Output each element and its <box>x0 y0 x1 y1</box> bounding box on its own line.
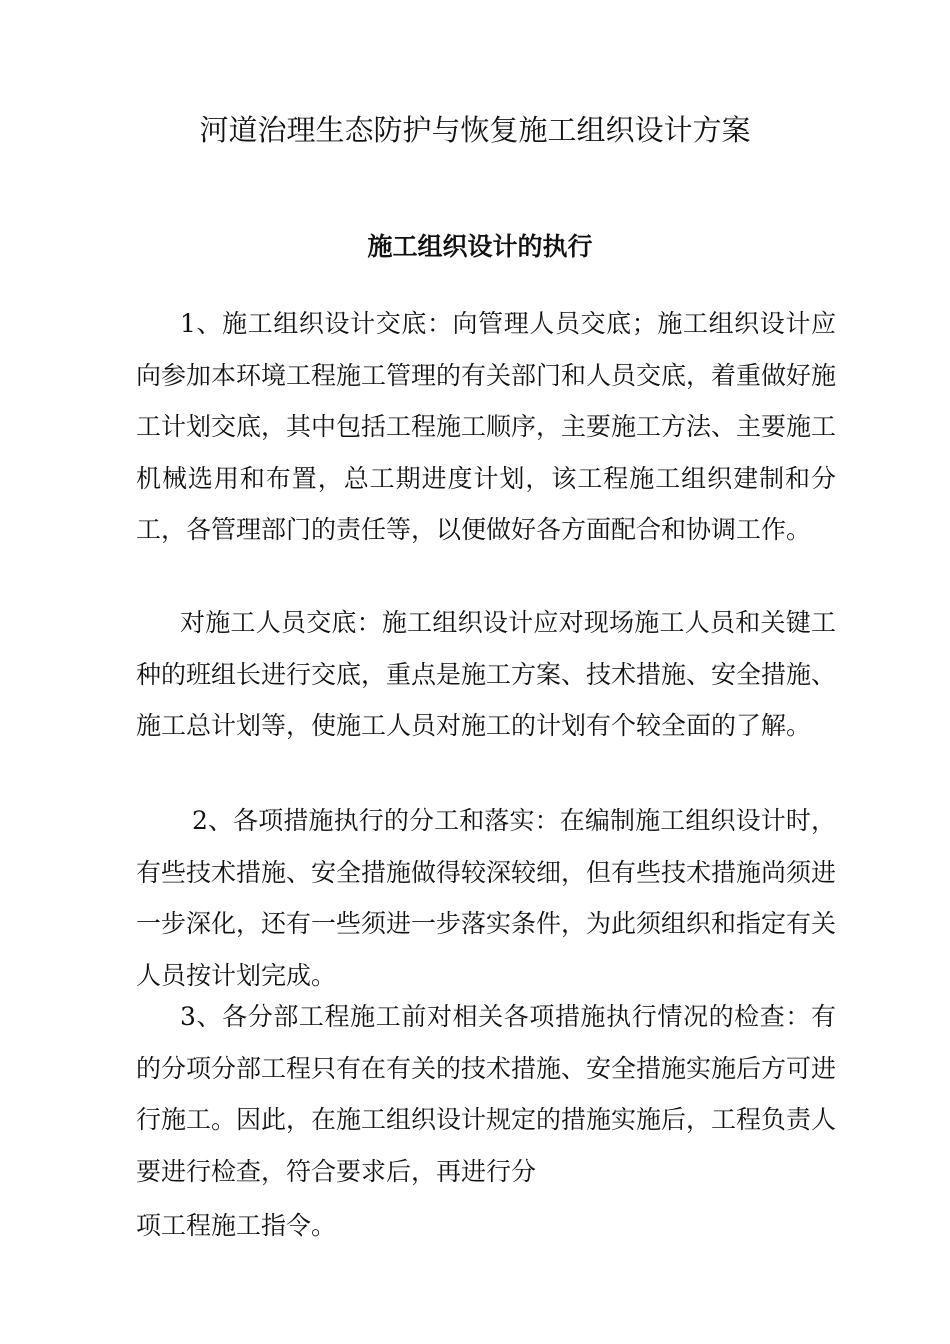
paragraph-measure-assignment: 2、各项措施执行的分工和落实：在编制施工组织设计时，有些技术措施、安全措施做得较深较细，但有些技术措施尚须进一步深化，还有一些须进一步落实条件，为此须组织和指定有关人员按计划完成。 <box>136 806 837 990</box>
paragraph-worker-briefing: 对施工人员交底：施工组织设计应对现场施工人员和关键工种的班组长进行交底，重点是施工方案、技术措施、安全措施、施工总计划等，使施工人员对施工的计划有个较全面的了解。 <box>136 608 837 740</box>
paragraph-pre-construction-check: 3、各分部工程施工前对相关各项措施执行情况的检查：有的分项分部工程只有在有关的技术措施、安全措施实施后方可进行施工。因此，在施工组织设计规定的措施实施后，工程负责人要进行检查，符合要求后，再进行分 <box>136 1002 837 1186</box>
paragraph-continuation: 项工程施工指令。 <box>136 1211 337 1240</box>
document-title: 河道治理生态防护与恢复施工组织设计方案 <box>199 113 751 147</box>
paragraph-design-briefing: 1、施工组织设计交底：向管理人员交底；施工组织设计应向参加本环境工程施工管理的有关部门和人员交底，着重做好施工计划交底，其中包括工程施工顺序，主要施工方法、主要施工机械选用和布置，总工期进度计划，该工程施工组织建制和分工，各管理部门的责任等，以便做好各方面配合和协调工作。 <box>136 309 837 544</box>
section-heading: 施工组织设计的执行 <box>367 232 593 261</box>
